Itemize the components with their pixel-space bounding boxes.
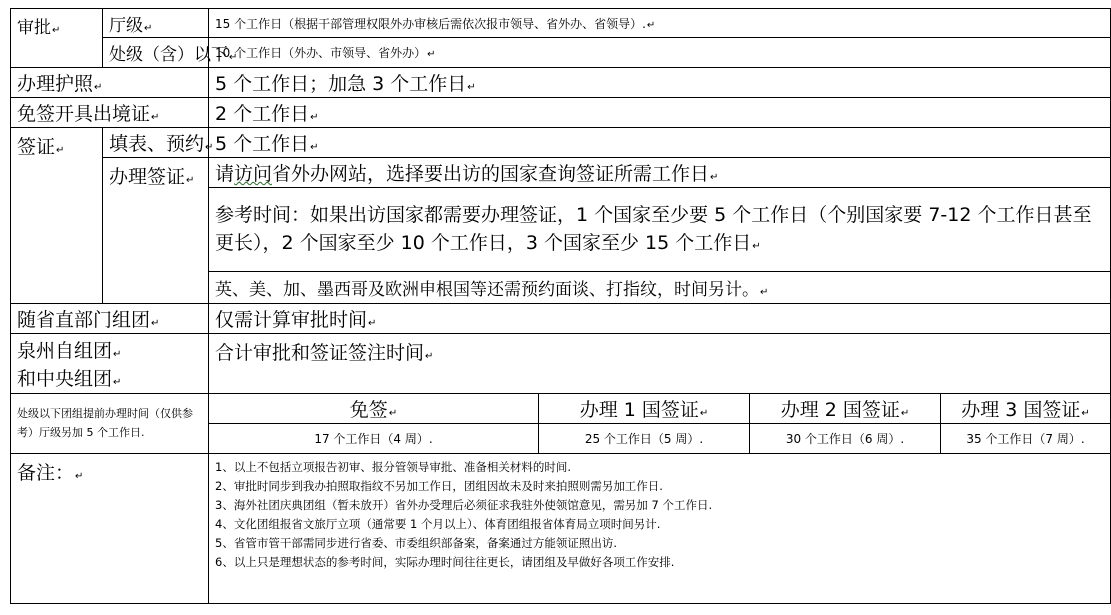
note-item: 1、以上不包括立项报告初审、报分管领导审批、准备相关材料的时间.	[215, 460, 571, 475]
advance-value-visa-free: 17 个工作日（4 周）.	[209, 424, 539, 454]
approval-row-2	[11, 38, 1111, 68]
city-group-label	[11, 334, 209, 394]
notes-label: 备注： ↵	[11, 454, 209, 604]
city-group-label-line2: 和中央组团 ↵	[17, 368, 121, 390]
passport-row	[11, 68, 1111, 98]
visa-website-post: 省外办网站，选择要出访的国家查询签证所需工作日	[272, 163, 710, 185]
visa-reference-time: 参考时间：如果出访国家都需要办理签证，1 个国家至少要 5 个工作日（个别国家要 7-12 个工作日甚至更长），2 个国家至少 10 个工作日，3 个国家至少 15 个工作日 ↵	[209, 188, 1111, 272]
advance-value-one-country: 25 个工作日（5 周）.	[539, 424, 750, 454]
approval-time-bureau: 15 个工作日（根据干部管理权限外办审核后需依次报市领导、省外办、省领导）. ↵	[209, 9, 1111, 38]
city-group-text: 合计审批和签证签注时间 ↵	[209, 334, 1111, 394]
note-item: 6、以上只是理想状态的参考时间，实际办理时间往往更长，请团组及早做好各项工作安排.	[215, 555, 675, 570]
advance-header-row	[11, 394, 1111, 424]
approval-level-division: 处级（含）以下 ↵	[103, 38, 209, 68]
notes-list	[215, 458, 1104, 572]
provincial-group-text: 仅需计算审批时间 ↵	[209, 304, 1111, 334]
city-group-row	[11, 334, 1111, 394]
visa-fill-row	[11, 128, 1111, 158]
advance-header-visa-free: 免签 ↵	[209, 394, 539, 424]
approval-row-1	[11, 9, 1111, 38]
exit-permit-label: 免签开具出境证 ↵	[11, 98, 209, 128]
city-group-label-line1: 泉州自组团 ↵	[17, 340, 121, 362]
exit-permit-row	[11, 98, 1111, 128]
visa-website-pre: 请	[215, 163, 235, 185]
note-item: 5、省管市管干部需同步进行省委、市委组织部备案，备案通过方能领证照出访.	[215, 536, 617, 551]
visa-website-wavy: 访问	[234, 163, 273, 185]
exit-permit-time: 2 个工作日 ↵	[209, 98, 1111, 128]
visa-label: 签证 ↵	[11, 128, 103, 304]
note-item: 3、海外社团庆典团组（暂未放开）省外办受理后必须征求我驻外使领馆意见，需另加 7 个工作日.	[215, 498, 713, 513]
visa-fill-time: 5 个工作日 ↵	[209, 128, 1111, 158]
notes-row	[11, 454, 1111, 604]
advance-label: 处级以下团组提前办理时间（仅供参考）厅级另加 5 个工作日.	[11, 394, 209, 454]
advance-header-two-countries: 办理 2 国签证 ↵	[750, 394, 941, 424]
passport-label: 办理护照 ↵	[11, 68, 209, 98]
provincial-group-row	[11, 304, 1111, 334]
approval-level-bureau: 厅级 ↵	[103, 9, 209, 38]
advance-value-two-countries: 30 个工作日（6 周）.	[750, 424, 941, 454]
advance-header-three-countries: 办理 3 国签证 ↵	[941, 394, 1111, 424]
passport-time: 5 个工作日；加急 3 个工作日 ↵	[209, 68, 1111, 98]
approval-label: 审批 ↵	[11, 9, 103, 68]
notes-content	[209, 454, 1111, 604]
advance-value-three-countries: 35 个工作日（7 周）.	[941, 424, 1111, 454]
visa-process-website	[209, 158, 1111, 188]
visa-process-label: 办理签证 ↵	[103, 158, 209, 304]
visa-interview-note: 英、美、加、墨西哥及欧洲申根国等还需预约面谈、打指纹，时间另计。 ↵	[209, 272, 1111, 304]
document-table	[10, 8, 1111, 604]
note-item: 2、审批时同步到我办拍照取指纹不另加工作日，团组因故未及时来拍照则需另加工作日.	[215, 479, 663, 494]
visa-fill-label: 填表、预约 ↵	[103, 128, 209, 158]
note-item: 4、文化团组报省文旅厅立项（通常要 1 个月以上）、体育团组报省体育局立项时间另计.	[215, 517, 661, 532]
visa-process-row	[11, 158, 1111, 188]
processing-time-table	[10, 8, 1092, 604]
approval-time-division: 10 个工作日（外办、市领导、省外办） ↵	[209, 38, 1111, 68]
advance-header-one-country: 办理 1 国签证 ↵	[539, 394, 750, 424]
provincial-group-label: 随省直部门组团 ↵	[11, 304, 209, 334]
